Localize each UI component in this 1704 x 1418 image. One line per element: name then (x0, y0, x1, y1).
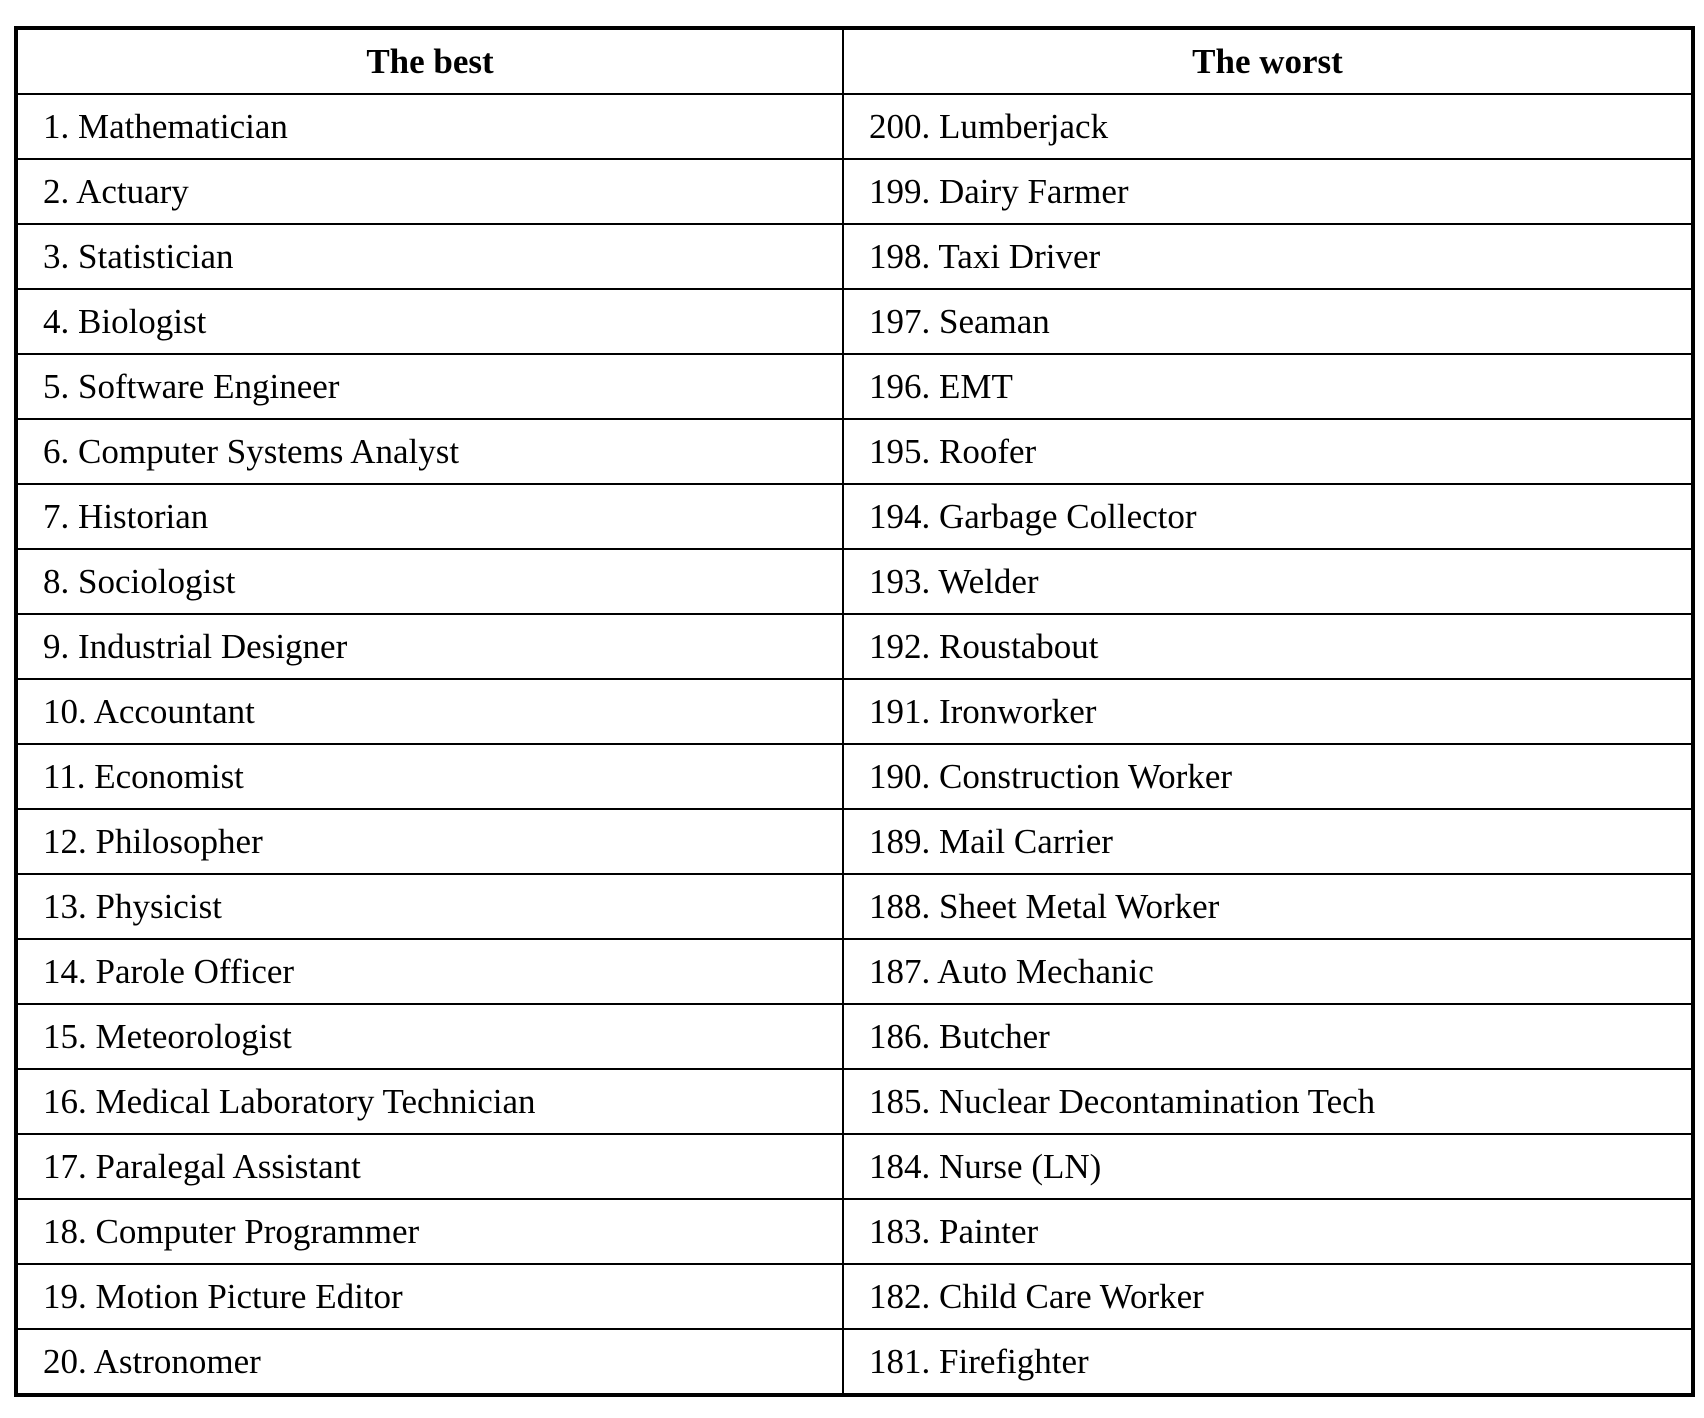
table-row (16, 1199, 1693, 1264)
best-job-cell: 13. Physicist (16, 874, 843, 939)
table-row (16, 809, 1693, 874)
table-row (16, 614, 1693, 679)
best-job-cell: 19. Motion Picture Editor (16, 1264, 843, 1329)
best-job-cell: 11. Economist (16, 744, 843, 809)
best-job-cell: 2. Actuary (16, 159, 843, 224)
worst-job-cell: 199. Dairy Farmer (843, 159, 1693, 224)
best-job-cell: 12. Philosopher (16, 809, 843, 874)
worst-job-cell: 188. Sheet Metal Worker (843, 874, 1693, 939)
best-job-cell: 8. Sociologist (16, 549, 843, 614)
worst-job-cell: 194. Garbage Collector (843, 484, 1693, 549)
best-job-cell: 7. Historian (16, 484, 843, 549)
best-job-cell: 17. Paralegal Assistant (16, 1134, 843, 1199)
worst-job-cell: 193. Welder (843, 549, 1693, 614)
best-job-cell: 15. Meteorologist (16, 1004, 843, 1069)
table-row (16, 484, 1693, 549)
worst-job-cell: 200. Lumberjack (843, 94, 1693, 159)
best-job-cell: 20. Astronomer (16, 1329, 843, 1395)
best-job-cell: 16. Medical Laboratory Technician (16, 1069, 843, 1134)
worst-job-cell: 192. Roustabout (843, 614, 1693, 679)
best-job-cell: 14. Parole Officer (16, 939, 843, 1004)
worst-job-cell: 182. Child Care Worker (843, 1264, 1693, 1329)
worst-job-cell: 196. EMT (843, 354, 1693, 419)
best-job-cell: 1. Mathematician (16, 94, 843, 159)
best-job-cell: 4. Biologist (16, 289, 843, 354)
jobs-ranking-table (14, 26, 1695, 1397)
worst-job-cell: 190. Construction Worker (843, 744, 1693, 809)
table-row (16, 419, 1693, 484)
table-row (16, 1134, 1693, 1199)
table-row (16, 1264, 1693, 1329)
table-body (16, 94, 1693, 1395)
worst-job-cell: 187. Auto Mechanic (843, 939, 1693, 1004)
table-row (16, 874, 1693, 939)
worst-job-cell: 184. Nurse (LN) (843, 1134, 1693, 1199)
table-row (16, 354, 1693, 419)
table-row (16, 94, 1693, 159)
table-row (16, 159, 1693, 224)
best-job-cell: 3. Statistician (16, 224, 843, 289)
worst-job-cell: 198. Taxi Driver (843, 224, 1693, 289)
worst-job-cell: 186. Butcher (843, 1004, 1693, 1069)
table-row (16, 679, 1693, 744)
table-header (16, 28, 1693, 94)
best-job-cell: 6. Computer Systems Analyst (16, 419, 843, 484)
table-row (16, 1329, 1693, 1395)
table-row (16, 549, 1693, 614)
best-job-cell: 9. Industrial Designer (16, 614, 843, 679)
worst-job-cell: 183. Painter (843, 1199, 1693, 1264)
table-row (16, 289, 1693, 354)
worst-job-cell: 197. Seaman (843, 289, 1693, 354)
jobs-ranking-table-container (14, 26, 1691, 1397)
table-row (16, 224, 1693, 289)
table-row (16, 1004, 1693, 1069)
header-row (16, 28, 1693, 94)
best-job-cell: 5. Software Engineer (16, 354, 843, 419)
best-job-cell: 18. Computer Programmer (16, 1199, 843, 1264)
worst-job-cell: 191. Ironworker (843, 679, 1693, 744)
header-worst: The worst (843, 28, 1693, 94)
table-row (16, 939, 1693, 1004)
table-row (16, 744, 1693, 809)
worst-job-cell: 185. Nuclear Decontamination Tech (843, 1069, 1693, 1134)
worst-job-cell: 181. Firefighter (843, 1329, 1693, 1395)
worst-job-cell: 189. Mail Carrier (843, 809, 1693, 874)
header-best: The best (16, 28, 843, 94)
table-row (16, 1069, 1693, 1134)
worst-job-cell: 195. Roofer (843, 419, 1693, 484)
best-job-cell: 10. Accountant (16, 679, 843, 744)
